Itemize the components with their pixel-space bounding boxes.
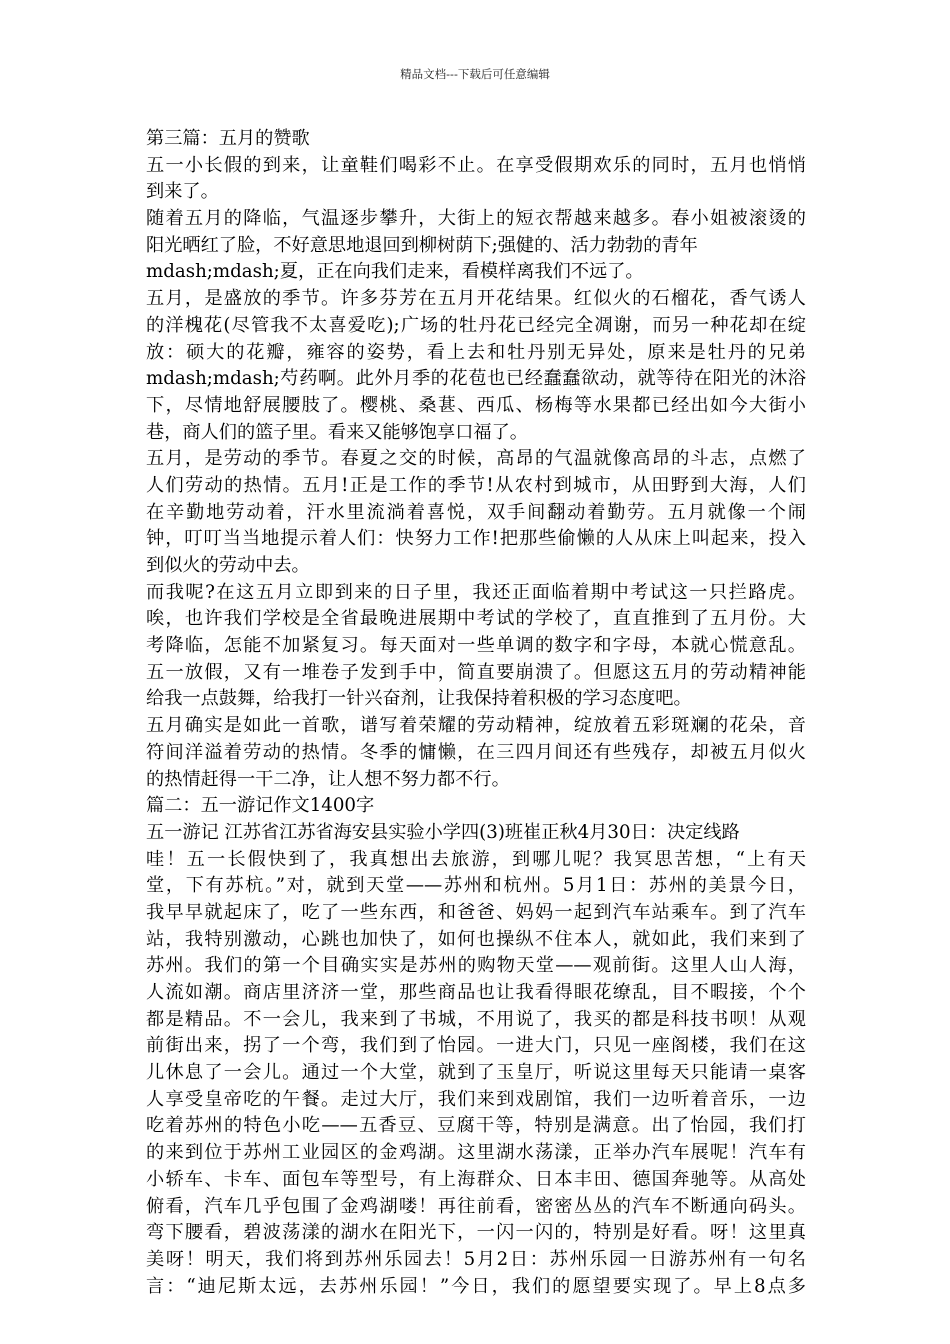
text-line: 五月，是盛放的季节。许多芬芳在五月开花结果。红似火的石榴花，香气诱人 — [146, 288, 806, 310]
text-line: 前街出来，拐了一个弯，我们到了怡园。一进大门，只见一座阁楼，我们在这 — [146, 1035, 806, 1057]
text-line: 俯看，汽车几乎包围了金鸡湖喽！再往前看，密密丛丛的汽车不断通向码头。 — [146, 1195, 806, 1217]
text-line: 唉，也许我们学校是全省最晚进展期中考试的学校了，直直推到了五月份。大 — [146, 608, 806, 630]
text-line: 考降临，怎能不加紧复习。每天面对一些单调的数字和字母，本就心慌意乱。 — [146, 635, 806, 657]
text-line: 第三篇：五月的赞歌 — [146, 128, 310, 149]
text-line: 堂，下有苏杭。”对，就到天堂——苏州和杭州。5月1日：苏州的美景今日， — [146, 875, 806, 897]
text-line: 阳光晒红了脸，不好意思地退回到柳树荫下;强健的、活力勃勃的青年 — [146, 234, 698, 256]
text-line: 而我呢?在这五月立即到来的日子里，我还正面临着期中考试这一只拦路虎。 — [146, 581, 806, 603]
text-line: 巷，商人们的篮子里。看来又能够饱享口福了。 — [146, 421, 528, 443]
text-line: mdash;mdash;芍药啊。此外月季的花苞也已经蠢蠢欲动，就等待在阳光的沐浴 — [146, 368, 806, 390]
text-line: 五一小长假的到来，让童鞋们喝彩不止。在享受假期欢乐的同时，五月也悄悄 — [146, 154, 806, 176]
text-line: 言：“迪尼斯太远，去苏州乐园！”今日，我们的愿望要实现了。早上8点多 — [146, 1275, 806, 1297]
text-line: 儿休息了一会儿。通过一个大堂，就到了玉皇厅，听说这里每天只能请一桌客 — [146, 1062, 806, 1084]
text-line: 站，我特别激动，心跳也加快了，如何也操纵不住本人，就如此，我们来到了 — [146, 928, 806, 950]
text-line: 的来到位于苏州工业园区的金鸡湖。这里湖水荡漾，正举办汽车展呢！汽车有 — [146, 1142, 806, 1164]
document-body — [146, 126, 806, 1300]
text-line: 小轿车、卡车、面包车等型号，有上海群众、日本丰田、德国奔驰等。从高处 — [146, 1168, 806, 1190]
text-line: 美呀！明天，我们将到苏州乐园去！5月2日：苏州乐园一日游苏州有一句名 — [146, 1248, 806, 1270]
text-line: 随着五月的降临，气温逐步攀升，大街上的短衣帮越来越多。春小姐被滚烫的 — [146, 208, 806, 230]
text-line: 到似火的劳动中去。 — [146, 555, 310, 576]
text-line: 吃着苏州的特色小吃——五香豆、豆腐干等，特别是满意。出了怡园，我们打 — [146, 1115, 806, 1137]
text-line: 下，尽情地舒展腰肢了。樱桃、桑葚、西瓜、杨梅等水果都已经出如今大街小 — [146, 394, 806, 416]
text-line: 篇二：五一游记作文1400字 — [146, 795, 375, 817]
text-line: 五月，是劳动的季节。春夏之交的时候，高昂的气温就像高昂的斗志，点燃了 — [146, 448, 806, 470]
text-line: 五月确实是如此一首歌，谱写着荣耀的劳动精神，绽放着五彩斑斓的花朵，音 — [146, 715, 806, 737]
text-line: 人们劳动的热情。五月!正是工作的季节!从农村到城市，从田野到大海，人们 — [146, 474, 806, 496]
text-line: 在辛勤地劳动着，汗水里流淌着喜悦，双手间翻动着勤劳。五月就像一个闹 — [146, 501, 806, 523]
text-line: 给我一点鼓舞，给我打一针兴奋剂，让我保持着积极的学习态度吧。 — [146, 688, 692, 710]
page-header: 精品文档---下载后可任意编辑 — [400, 67, 550, 81]
text-line: 钟，叮叮当当地提示着人们：快努力工作!把那些偷懒的人从床上叫起来，投入 — [146, 528, 806, 550]
text-line: 人流如潮。商店里济济一堂，那些商品也让我看得眼花缭乱，目不暇接，个个 — [146, 982, 806, 1003]
text-line: 我早早就起床了，吃了一些东西，和爸爸、妈妈一起到汽车站乘车。到了汽车 — [146, 901, 806, 923]
text-line: 到来了。 — [146, 181, 219, 203]
text-line: 的洋槐花(尽管我不太喜爱吃);广场的牡丹花已经完全凋谢，而另一种花却在绽 — [146, 314, 806, 336]
text-line: 哇！五一长假快到了，我真想出去旅游，到哪儿呢？我冥思苦想，“上有天 — [146, 848, 806, 870]
text-line: 人享受皇帝吃的午餐。走过大厅，我们来到戏剧馆，我们一边听着音乐，一边 — [146, 1088, 806, 1110]
text-line: 都是精品。不一会儿，我来到了书城，不用说了，我买的都是科技书呗！从观 — [146, 1008, 806, 1030]
text-line: mdash;mdash;夏，正在向我们走来，看模样离我们不远了。 — [146, 261, 644, 283]
text-line: 五一放假，又有一堆卷子发到手中，简直要崩溃了。但愿这五月的劳动精神能 — [146, 661, 806, 683]
text-line: 弯下腰看，碧波荡漾的湖水在阳光下，一闪一闪的，特别是好看。呀！这里真 — [146, 1222, 806, 1244]
text-line: 的热情赶得一干二净，让人想不努力都不行。 — [146, 768, 510, 790]
text-line: 苏州。我们的第一个目确实实是苏州的购物天堂——观前街。这里人山人海， — [146, 955, 806, 977]
text-line: 符间洋溢着劳动的热情。冬季的慵懒，在三四月间还有些残存，却被五月似火 — [146, 741, 806, 763]
text-line: 放：硕大的花瓣，雍容的姿势，看上去和牡丹别无异处，原来是牡丹的兄弟 — [146, 341, 806, 363]
text-line: 五一游记 江苏省江苏省海安县实验小学四(3)班崔正秋4月30日：决定线路 — [146, 821, 740, 843]
